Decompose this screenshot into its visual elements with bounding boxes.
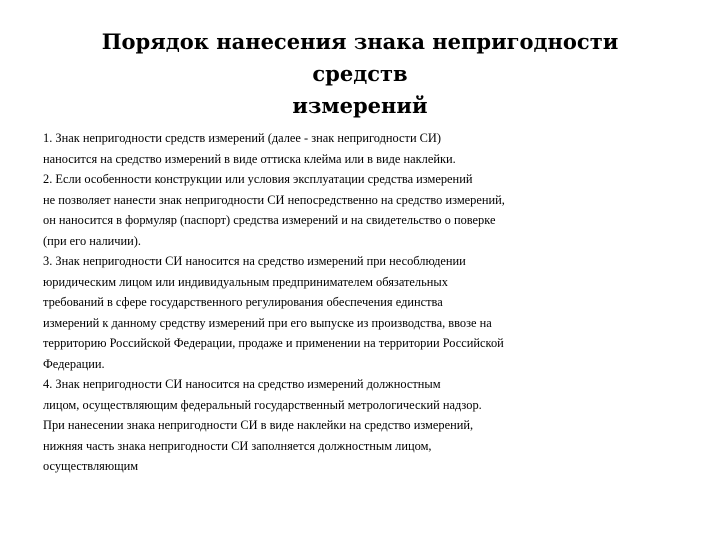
body-line: 1. Знак непригодности средств измерений (далее - знак непригодности СИ) [43,131,442,145]
title-line: Порядок нанесения знака непригодности средств [101,29,619,86]
body-line: измерений к данному средству измерений при его выпуске из производства, ввозе на [43,315,492,330]
body-line: 2. Если особенности конструкции или условия эксплуатации средства измерений [43,172,473,186]
body-line: Федерации. [43,356,105,371]
body-line: он наносится в формуляр (паспорт) средства измерений и на свидетельство о поверке [43,213,496,227]
title-line: измерений [292,93,428,118]
body-line: территорию Российской Федерации, продаже и применении на территории Российской [43,336,504,350]
body-line: требований в сфере государственного регулирования обеспечения единства [43,295,443,309]
body-line: 3. Знак непригодности СИ наносится на средство измерений при несоблюдении [43,254,466,268]
body-line: При нанесении знака непригодности СИ в виде наклейки на средство измерений, [43,418,474,432]
body-line: наносится на средство измерений в виде оттиска клейма или в виде наклейки. [43,151,456,166]
body-line: юридическим лицом или индивидуальным предпринимателем обязательных [43,274,448,289]
body-line: не позволяет нанести знак непригодности СИ непосредственно на средство измерений, [43,192,505,207]
body-line: 4. Знак непригодности СИ наносится на средство измерений должностным [43,377,441,391]
body-line: лицом, осуществляющим федеральный государственный метрологический надзор. [43,397,482,412]
slide-body-text [43,128,683,477]
slide-title [60,26,660,122]
body-line: осуществляющим [43,459,139,473]
body-line: нижняя часть знака непригодности СИ заполняется должностным лицом, [43,438,432,453]
body-line: (при его наличии). [43,233,142,248]
